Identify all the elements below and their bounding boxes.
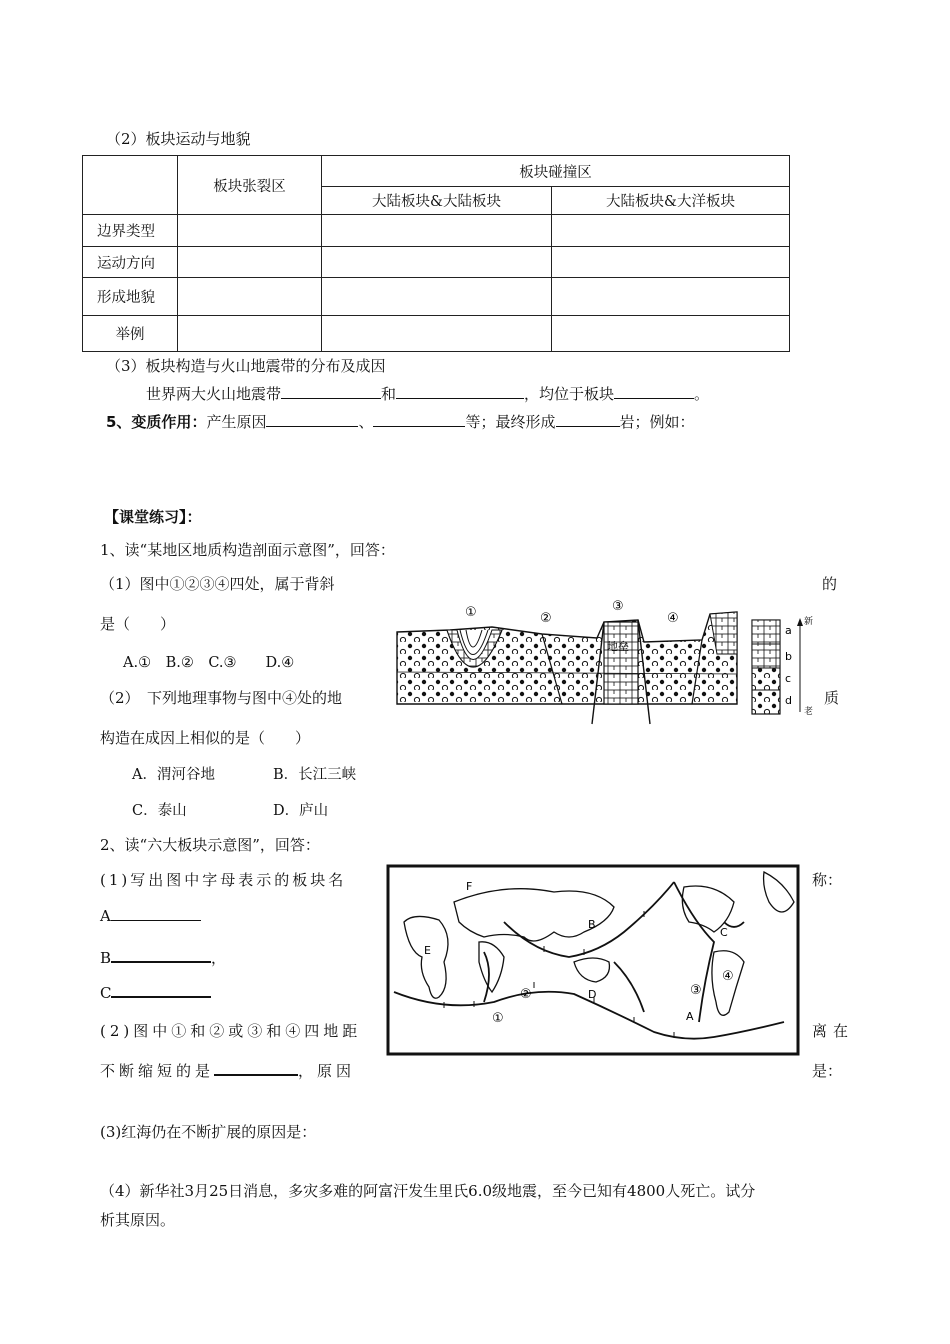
q2-part2-line1: (2)图中①和②或③和④四地距 (100, 1022, 362, 1040)
q1-part1-options: A.① B.② C.③ D.④ (123, 655, 295, 671)
plate-b-label: B (588, 918, 596, 931)
table-cell (178, 247, 322, 278)
text-segment: 和 (381, 385, 397, 403)
section-heading-volcano-belts: （3）板块构造与火山地震带的分布及成因 (106, 357, 386, 375)
q1-part1-line1-end: 的 (822, 575, 838, 593)
q1-title: 1、读“某地区地质构造剖面示意图”，回答： (100, 541, 395, 559)
q2-part3: (3)红海仍在不断扩展的原因是： (100, 1123, 317, 1141)
q1-option-b: B．长江三峡 (273, 767, 357, 783)
answer-blank[interactable] (111, 995, 211, 998)
plate-letter-b: B (100, 949, 112, 967)
marker-2: ② (520, 987, 532, 1002)
table-corner-cell (83, 156, 178, 215)
q1-part1-line2: 是（ ） (100, 615, 176, 633)
plate-f-label: F (466, 880, 473, 893)
section-label-metamorphism: 5、变质作用： (106, 413, 207, 431)
text-segment: 、 (358, 413, 374, 431)
q1-option-a: A．渭河谷地 (132, 767, 215, 783)
table-cell (552, 215, 790, 247)
answer-blank[interactable] (614, 397, 694, 399)
fill-line-metamorphism (106, 411, 695, 432)
header-cont-ocean: 大陆板块&大洋板块 (552, 187, 790, 215)
row-label-boundary-type: 边界类型 (83, 215, 178, 247)
q2-part1-line1: (1)写出图中字母表示的板块名 (100, 871, 347, 889)
answer-blank[interactable] (266, 425, 358, 427)
row-label-landform: 形成地貌 (83, 278, 178, 316)
legend-new: 新 (804, 617, 814, 627)
table-cell (322, 278, 552, 316)
strata-legend-column (752, 618, 803, 714)
table-cell (552, 316, 790, 352)
answer-blank[interactable] (111, 919, 201, 921)
q1-option-d: D．庐山 (273, 803, 329, 819)
legend-old: 老 (804, 707, 814, 717)
q2-part4-line2: 析其原因。 (100, 1211, 176, 1229)
q2-answer-b (100, 947, 226, 968)
horst-label: 地垒 (607, 640, 629, 653)
answer-blank[interactable] (214, 1073, 298, 1076)
table-cell (552, 247, 790, 278)
table-cell (178, 278, 322, 316)
q2-answer-c (100, 984, 211, 1002)
table-cell (178, 316, 322, 352)
plate-c-label: C (720, 926, 728, 939)
text-segment: 岩；例如： (619, 413, 695, 431)
q2-part2-line2-end: 是： (812, 1062, 843, 1080)
six-plates-map (384, 862, 802, 1058)
answer-blank[interactable] (373, 425, 465, 427)
q1-part2-line2: 构造在成因上相似的是（ ） (100, 729, 311, 747)
plate-letter-c: C (100, 984, 112, 1002)
mark-4: ④ (667, 611, 679, 626)
mark-2: ② (540, 611, 552, 626)
text-segment: ，原因 (298, 1062, 356, 1080)
q2-part2-line2 (100, 1060, 355, 1081)
text-segment: 不断缩短的是 (100, 1062, 215, 1080)
text-segment: 等；最终形成 (465, 413, 556, 431)
answer-blank[interactable] (396, 397, 524, 399)
table-cell (322, 247, 552, 278)
q2-part2-line1-end: 离在 (812, 1022, 855, 1040)
text-segment: 世界两大火山地震带 (146, 385, 282, 403)
marker-3: ③ (690, 983, 702, 998)
q2-title: 2、读“六大板块示意图”，回答： (100, 836, 320, 854)
legend-d: d (785, 694, 792, 707)
q2-part1-line1-end: 称： (812, 871, 843, 889)
q1-option-c: C．泰山 (132, 803, 187, 819)
plate-a-label: A (686, 1010, 694, 1023)
q2-part4-line1: （4）新华社3月25日消息，多灾多难的阿富汗发生里氏6.0级地震，至今已知有4800人死亡。试分 (100, 1182, 756, 1200)
plate-letter-a: A (100, 907, 111, 925)
q2-answer-a (100, 907, 201, 925)
row-label-motion-direction: 运动方向 (83, 247, 178, 278)
section-heading-plate-motion: （2）板块运动与地貌 (106, 130, 251, 148)
marker-4: ④ (722, 969, 734, 984)
table-cell (552, 278, 790, 316)
answer-blank[interactable] (556, 425, 620, 427)
q1-part2-line1: （2） 下列地理事物与图中④处的地 (100, 689, 343, 707)
table-cell (322, 316, 552, 352)
row-label-example: 举例 (83, 316, 178, 352)
mark-1: ① (465, 605, 477, 620)
plate-d-label: D (588, 988, 597, 1001)
plate-landform-table (82, 155, 790, 352)
legend-c: c (785, 672, 792, 685)
plate-e-label: E (424, 944, 431, 957)
geologic-section-figure (392, 594, 822, 728)
mark-3: ③ (612, 599, 624, 614)
practice-heading: 【课堂练习】： (104, 508, 202, 526)
answer-blank[interactable] (111, 960, 211, 963)
q1-part2-line1-end: 质 (824, 689, 840, 707)
table-cell (178, 215, 322, 247)
fill-line-volcano-belts (146, 383, 709, 404)
legend-a: a (785, 624, 792, 637)
legend-b: b (785, 650, 792, 663)
header-extension-zone: 板块张裂区 (178, 156, 322, 215)
header-cont-cont: 大陆板块&大陆板块 (322, 187, 552, 215)
marker-1: ① (492, 1011, 504, 1026)
table-cell (322, 215, 552, 247)
text-segment: 产生原因 (206, 413, 267, 431)
text-segment: ， (211, 949, 227, 967)
strata-body (397, 612, 737, 724)
header-collision-zone: 板块碰撞区 (322, 156, 790, 187)
q1-part1-line1: （1）图中①②③④四处，属于背斜 (100, 575, 335, 593)
text-segment: ，均位于板块 (524, 385, 615, 403)
text-segment: 。 (694, 385, 710, 403)
answer-blank[interactable] (281, 397, 381, 399)
